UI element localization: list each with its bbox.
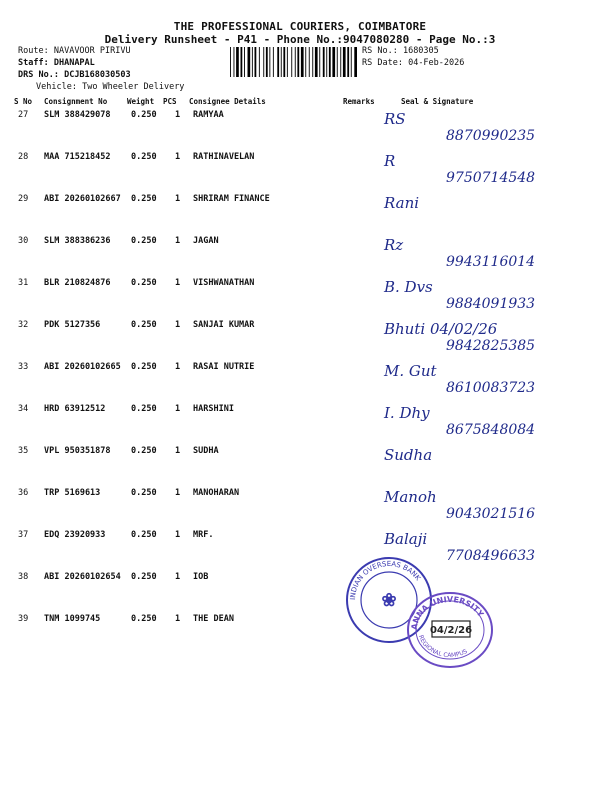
row-consignee: RATHINAVELAN <box>193 152 255 162</box>
row-pcs: 1 <box>175 362 181 372</box>
row-consignee: MRF. <box>193 530 214 540</box>
signature-phone: 9750714548 <box>446 170 536 186</box>
row-weight: 0.250 <box>131 320 157 330</box>
signature-phone: 9943116014 <box>446 254 536 270</box>
row-consignment-no: PDK 5127356 <box>44 320 101 330</box>
barcode-bar <box>301 47 304 77</box>
rs-date-line <box>362 58 464 68</box>
barcode-bar <box>244 47 245 77</box>
signature-phone: 9884091933 <box>446 296 536 312</box>
signature-phone: 7708496633 <box>446 548 536 564</box>
row-consignee: SUDHA <box>193 446 219 456</box>
barcode-bar <box>241 47 243 77</box>
barcode-bar <box>277 47 279 77</box>
signature-name: RS <box>384 110 406 128</box>
svg-text:❀: ❀ <box>381 590 397 611</box>
row-sno: 39 <box>18 614 29 624</box>
drs-value: DCJB168030503 <box>64 70 131 80</box>
row-pcs: 1 <box>175 152 181 162</box>
table-row <box>0 404 600 446</box>
row-weight: 0.250 <box>131 194 157 204</box>
barcode-bar <box>283 47 285 77</box>
row-sno: 34 <box>18 404 29 414</box>
row-consignee: IOB <box>193 572 209 582</box>
row-weight: 0.250 <box>131 110 157 120</box>
barcode-bar <box>259 47 260 77</box>
row-pcs: 1 <box>175 110 181 120</box>
table-row <box>0 152 600 194</box>
row-pcs: 1 <box>175 530 181 540</box>
barcode-bar <box>309 47 310 77</box>
vehicle-line <box>36 82 184 92</box>
row-consignment-no: TNM 1099745 <box>44 614 101 624</box>
barcode-bar <box>295 47 296 77</box>
row-consignment-no: ABI 20260102665 <box>44 362 121 372</box>
rs-date-value: 04-Feb-2026 <box>408 58 465 68</box>
row-weight: 0.250 <box>131 236 157 246</box>
col-consignee: Consignee Details <box>189 97 266 106</box>
row-sno: 33 <box>18 362 29 372</box>
staff-label: Staff: <box>18 58 49 68</box>
col-consignment: Consignment No <box>44 97 108 106</box>
barcode-bar <box>266 47 268 77</box>
route-label: Route: <box>18 46 49 56</box>
university-text: ANNA UNIVERSITY <box>409 594 486 631</box>
signature-phone: 9842825385 <box>446 338 536 354</box>
barcode-bar <box>263 47 264 77</box>
signature-phone: 8675848084 <box>446 422 536 438</box>
col-signature: Seal & Signature <box>401 97 474 106</box>
barcode-bar <box>273 47 274 77</box>
row-pcs: 1 <box>175 614 181 624</box>
barcode-bar <box>326 47 327 77</box>
barcode-bar <box>269 47 270 77</box>
col-pcs: PCS <box>163 97 177 106</box>
row-weight: 0.250 <box>131 572 157 582</box>
row-weight: 0.250 <box>131 152 157 162</box>
row-consignment-no: EDQ 23920933 <box>44 530 106 540</box>
col-remarks: Remarks <box>343 97 375 106</box>
staff-line <box>18 58 95 68</box>
table-row <box>0 320 600 362</box>
row-weight: 0.250 <box>131 278 157 288</box>
barcode-bar <box>332 47 335 77</box>
table-row <box>0 236 600 278</box>
row-weight: 0.250 <box>131 404 157 414</box>
signature-name: R <box>384 152 396 170</box>
barcode-bar <box>329 47 331 77</box>
signature-name: Rani <box>384 194 420 212</box>
signature-name: Manoh <box>384 488 437 506</box>
stamp-date: 04/2/26 <box>429 625 473 636</box>
barcode-bar <box>312 47 313 77</box>
rs-date-label: RS Date: <box>362 58 403 68</box>
barcode-bar <box>234 47 235 77</box>
barcode-bar <box>236 47 239 77</box>
drs-line <box>18 70 131 80</box>
row-sno: 31 <box>18 278 29 288</box>
row-consignment-no: BLR 210824876 <box>44 278 111 288</box>
barcode-bar <box>230 47 231 77</box>
signature-name: M. Gut <box>384 362 437 380</box>
table-row <box>0 278 600 320</box>
barcode-bar <box>305 47 306 77</box>
signature-name: Balaji <box>384 530 428 548</box>
row-sno: 36 <box>18 488 29 498</box>
table-row <box>0 614 600 656</box>
barcode-bar <box>297 47 299 77</box>
table-row <box>0 530 600 572</box>
table-row <box>0 488 600 530</box>
row-weight: 0.250 <box>131 614 157 624</box>
route-value: NAVAVOOR PIRIVU <box>53 46 131 56</box>
row-weight: 0.250 <box>131 488 157 498</box>
row-weight: 0.250 <box>131 362 157 372</box>
row-consignee: HARSHINI <box>193 404 234 414</box>
row-consignment-no: TRP 5169613 <box>44 488 101 498</box>
row-pcs: 1 <box>175 236 181 246</box>
row-consignee: RAMYAA <box>193 110 224 120</box>
signature-phone: 9043021516 <box>446 506 536 522</box>
row-pcs: 1 <box>175 194 181 204</box>
row-weight: 0.250 <box>131 530 157 540</box>
rs-no-label: RS No.: <box>362 46 398 56</box>
row-consignee: VISHWANATHAN <box>193 278 255 288</box>
barcode-bar <box>319 47 320 77</box>
row-sno: 29 <box>18 194 29 204</box>
row-sno: 27 <box>18 110 29 120</box>
row-consignment-no: SLM 388386236 <box>44 236 111 246</box>
row-consignee: THE DEAN <box>193 614 234 624</box>
row-consignment-no: ABI 20260102654 <box>44 572 121 582</box>
barcode-bar <box>315 47 318 77</box>
row-consignment-no: ABI 20260102667 <box>44 194 121 204</box>
barcode-bar <box>347 47 349 77</box>
row-pcs: 1 <box>175 404 181 414</box>
barcode-bar <box>337 47 338 77</box>
table-row <box>0 194 600 236</box>
row-consignment-no: MAA 715218452 <box>44 152 111 162</box>
table-row <box>0 110 600 152</box>
row-pcs: 1 <box>175 572 181 582</box>
round-seal-text: INDIAN OVERSEAS BANK <box>348 559 422 601</box>
row-sno: 30 <box>18 236 29 246</box>
table-row <box>0 446 600 488</box>
row-pcs: 1 <box>175 278 181 288</box>
col-weight: Weight <box>127 97 155 106</box>
signature-name: Sudha <box>384 446 433 464</box>
table-row <box>0 572 600 614</box>
row-sno: 35 <box>18 446 29 456</box>
drs-label: DRS No.: <box>18 70 59 80</box>
rs-no-line <box>362 46 439 56</box>
row-consignment-no: HRD 63912512 <box>44 404 106 414</box>
table-row <box>0 362 600 404</box>
signature-name: Rz <box>384 236 404 254</box>
barcode-bar <box>351 47 352 77</box>
barcode-bar <box>343 47 346 77</box>
university-stamp <box>405 590 495 670</box>
route-line <box>18 46 131 56</box>
row-weight: 0.250 <box>131 446 157 456</box>
barcode-bar <box>255 47 257 77</box>
row-consignee: JAGAN <box>193 236 219 246</box>
barcode-bar <box>291 47 292 77</box>
signature-phone: 8870990235 <box>446 128 536 144</box>
row-sno: 32 <box>18 320 29 330</box>
row-sno: 38 <box>18 572 29 582</box>
row-sno: 37 <box>18 530 29 540</box>
vehicle-value: Two Wheeler Delivery <box>82 82 185 92</box>
barcode-bar <box>281 47 282 77</box>
svg-text:REGIONAL CAMPUS <box>417 634 469 659</box>
rs-no-value: 1680305 <box>402 46 439 56</box>
row-pcs: 1 <box>175 320 181 330</box>
barcode <box>230 47 358 77</box>
barcode-bar <box>323 47 325 77</box>
row-consignee: SHRIRAM FINANCE <box>193 194 270 204</box>
runsheet-subtitle: Delivery Runsheet - P41 - Phone No.:9047080280 - Page No.:3 <box>104 33 496 46</box>
vehicle-label: Vehicle: <box>36 82 77 92</box>
barcode-bar <box>287 47 288 77</box>
signature-name: I. Dhy <box>384 404 430 422</box>
row-pcs: 1 <box>175 446 181 456</box>
signature-phone: 8610083723 <box>446 380 536 396</box>
barcode-bar <box>340 47 341 77</box>
row-consignment-no: VPL 950351878 <box>44 446 111 456</box>
row-sno: 28 <box>18 152 29 162</box>
staff-value: DHANAPAL <box>53 58 95 68</box>
barcode-bar <box>248 47 251 77</box>
row-consignee: MANOHARAN <box>193 488 240 498</box>
row-consignee: SANJAI KUMAR <box>193 320 255 330</box>
barcode-bar <box>354 47 357 77</box>
col-sno: S No <box>14 97 33 106</box>
signature-name: B. Dvs <box>384 278 433 296</box>
company-title: THE PROFESSIONAL COURIERS, COIMBATORE <box>173 20 427 33</box>
campus-text: REGIONAL CAMPUS <box>417 634 469 660</box>
row-pcs: 1 <box>175 488 181 498</box>
row-consignee: RASAI NUTRIE <box>193 362 255 372</box>
row-consignment-no: SLM 388429078 <box>44 110 111 120</box>
signature-name: Bhuti 04/02/26 <box>384 320 498 338</box>
barcode-bar <box>252 47 253 77</box>
